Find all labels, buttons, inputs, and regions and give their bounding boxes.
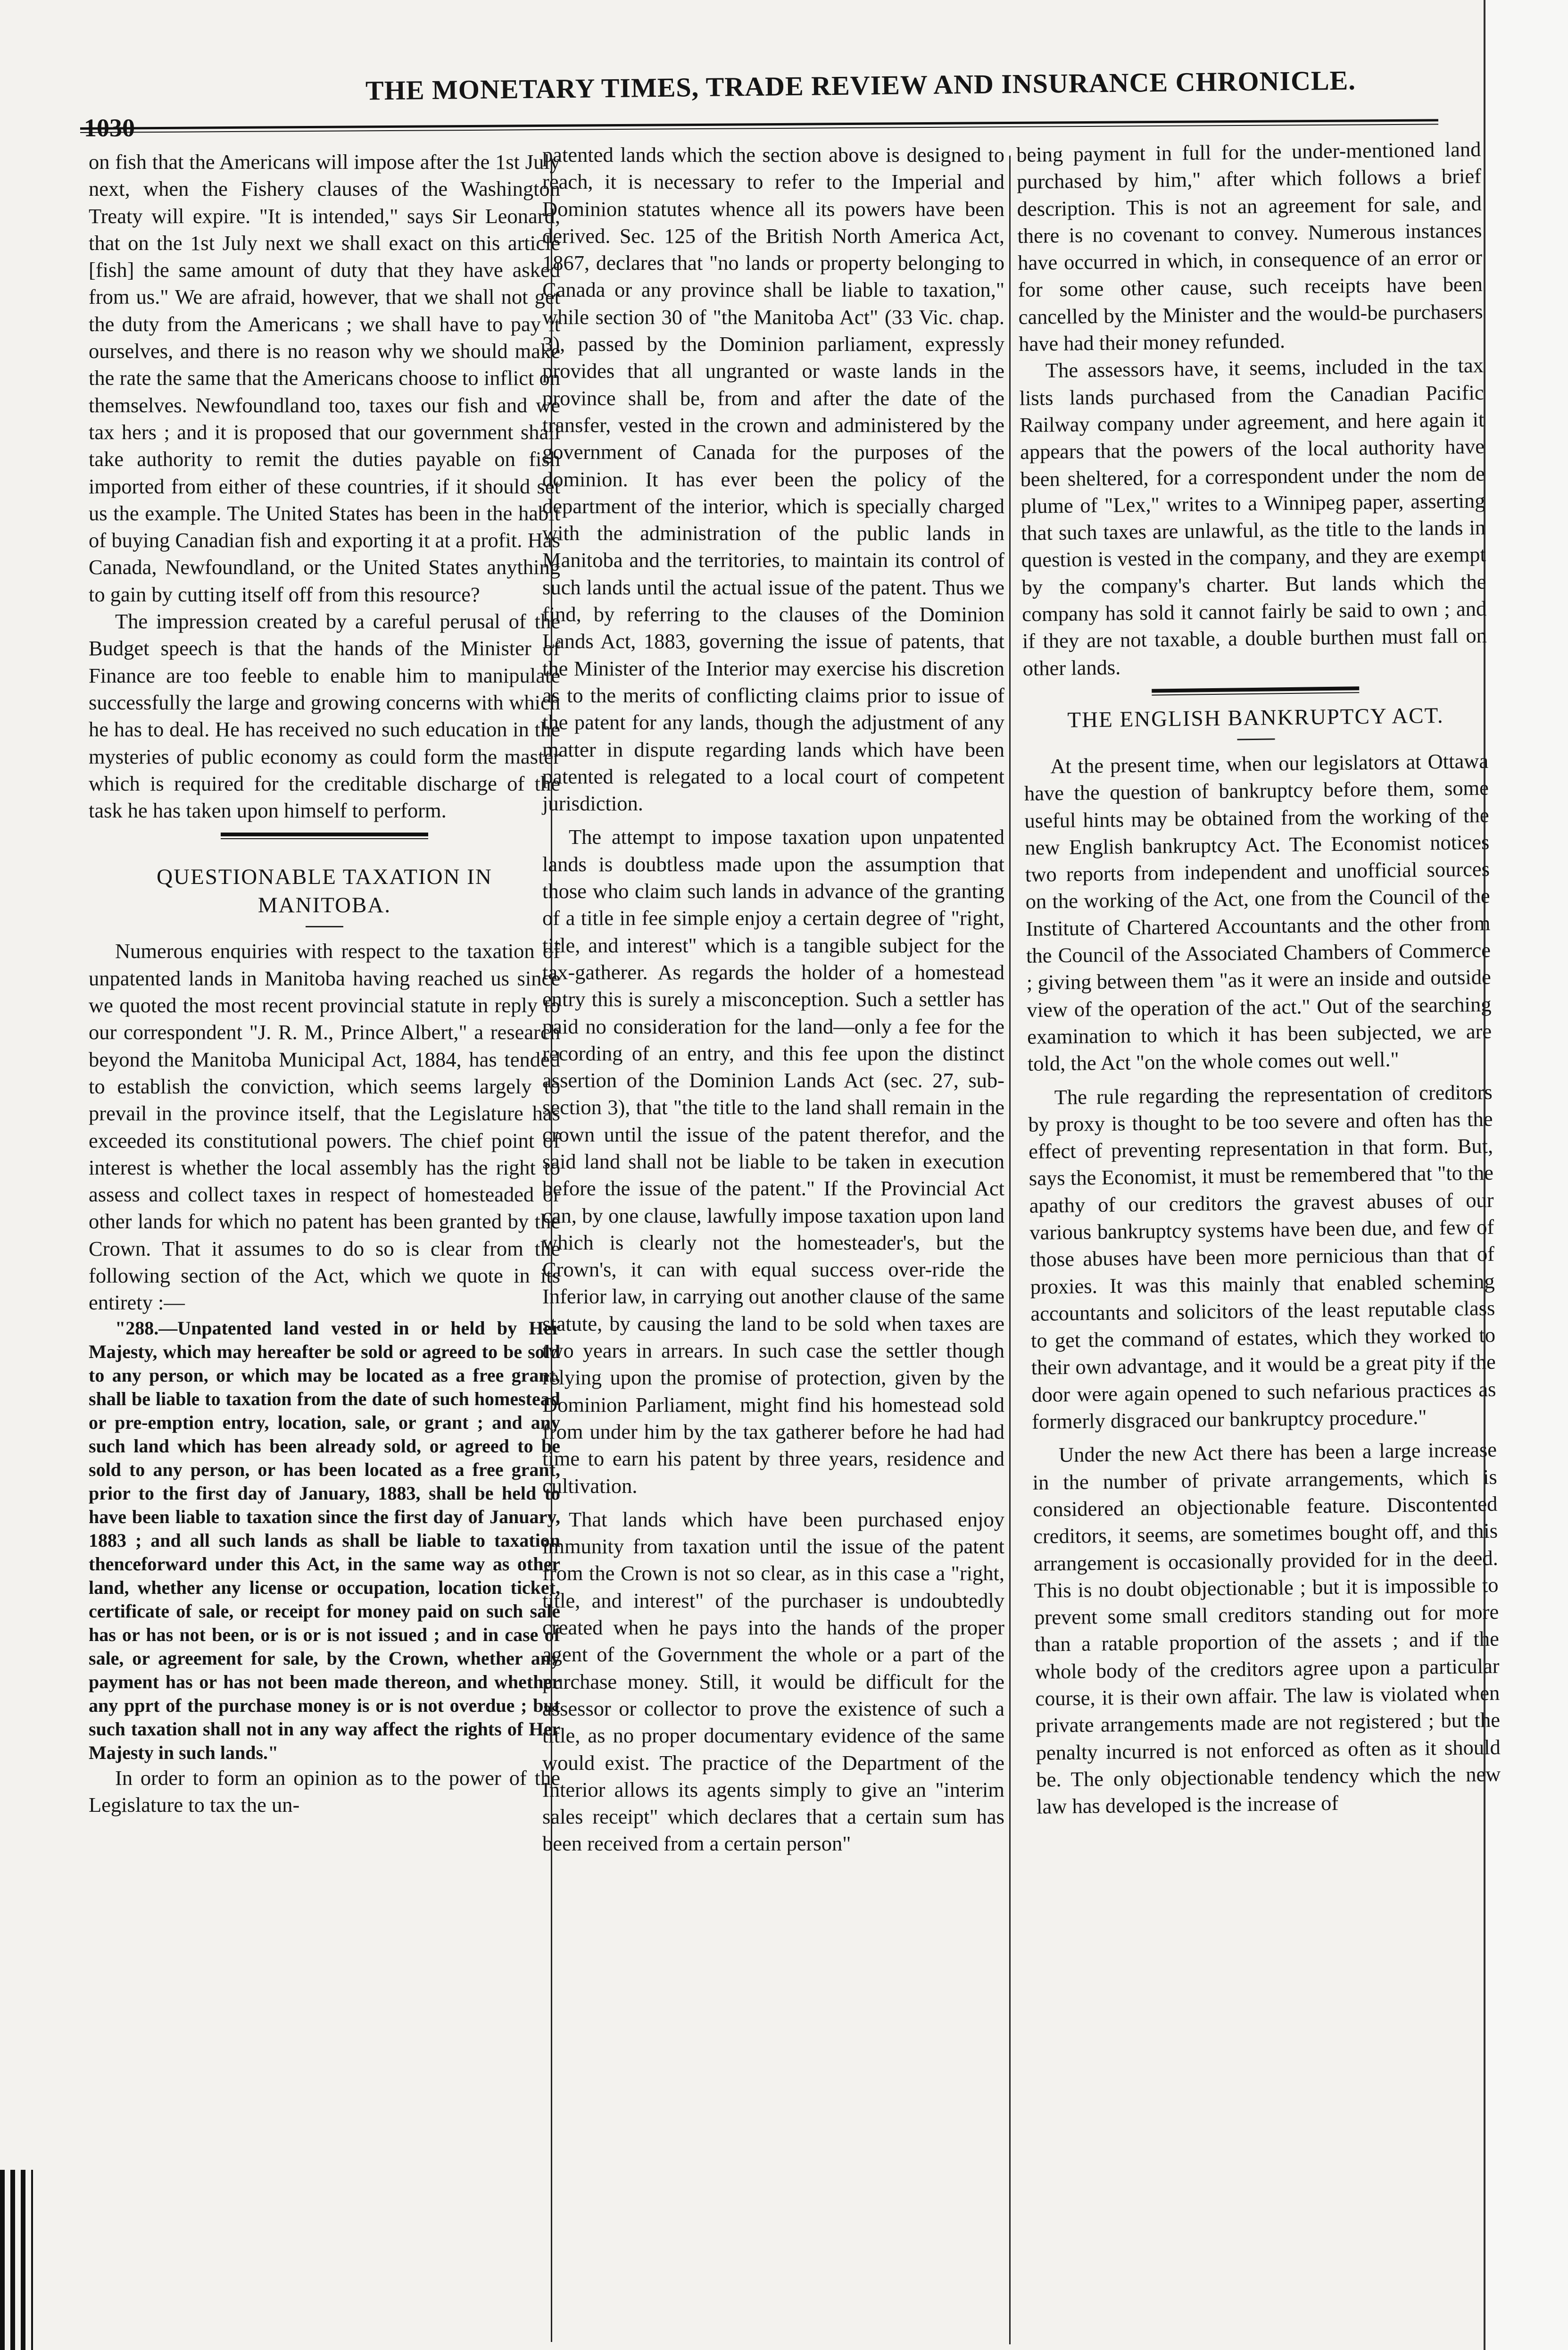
paragraph: That lands which have been purchased enjoy immunity from taxation until the issue of the patent from the Crown is not so clear, as in this case a "right, title, and interest" of the purchaser is undoubtedly created when he pays into the hands of the proper agent of the Government the whole or a part of the purchase money. Still, it would be difficult for the assessor or collector to prove the existence of such a title, as no proper documentary evidence of the same would exist. The practice of the Department of the Interior allows its agents simply to give an "interim sales receipt" which declares that a certain sum has been received from a certain person" bbox=[542, 1507, 1004, 1856]
paragraph: The impression created by a careful perusal of the Budget speech is that the hands of the Minister of Finance are too feeble to enable him to manipulate successfully the large and growing concerns with which he has to deal. He has received no such education in the mysteries of public economy as could form the master which is required for the creditable discharge of the task he has taken upon himself to perform. bbox=[89, 609, 560, 823]
paragraph: The assessors have, it seems, included in the tax lists lands purchased from the Canadian Pacific Railway company under agreement, and here again it appears that the powers of the local authority have been sheltered, for a correspondent under the nom de plume of "Lex," writes to a Winnipeg paper, asserting that such taxes are unlawful, as the title to the lands in question is vested in the company, and they are exempt by the company's charter. But lands which the company has sold it cannot fairly be said to own ; and if they are not taxable, a double burthen must fall on other lands. bbox=[1019, 353, 1487, 680]
title-underline bbox=[1237, 738, 1275, 740]
section-rule bbox=[221, 833, 428, 839]
running-head-title: THE MONETARY TIMES, TRADE REVIEW AND INSURANCE CHRONICLE. bbox=[365, 65, 1356, 106]
section-rule bbox=[1152, 686, 1359, 695]
paragraph: At the present time, when our legislators at Ottawa have the question of bankruptcy before them, some useful hints may be obtained from the working of the new English bankruptcy Act. The Economist notices two reports from independent and unofficial sources on the working of the Act, one from the Council of the Institute of Chartered Accountants and the other from the Council of the Associated Chambers of Commerce ; giving between them "as it were an inside and outside view of the operation of the act." Out of the searching examination to which it has been subjected, we are told, the Act "on the whole comes out well." bbox=[1024, 749, 1492, 1076]
paragraph: patented lands which the section above is designed to reach, it is necessary to refer to the Imperial and Dominion statutes whence all its powers have been derived. Sec. 125 of the British North America Act, 1867, declares that "no lands or property belonging to Canada or any province shall be liable to taxation," while section 30 of "the Manitoba Act" (33 Vic. chap. 3), passed by the Dominion parliament, expressly provides that all ungranted or waste lands in the province shall be, from and after the date of the transfer, vested in the crown and administered by the government of Canada for the purposes of the dominion. It has ever been the policy of the department of the interior, which is specially charged with the administration of the public lands in Manitoba and the territories, to maintain its control of such lands until the actual issue of the patent. Thus we find, by referring to the clauses of the Dominion Lands Act, 1883, governing the issue of patents, that the Minister of the Interior may exercise his discretion as to the merits of conflicting claims prior to issue of the patent for any lands, though the adjustment of any matter in dispute regarding lands which have been patented is relegated to a local court of competent jurisdiction. bbox=[542, 143, 1004, 816]
paragraph: The rule regarding the representation of creditors by proxy is thought to be too severe and often has the effect of preventing representation in that form. But, says the Economist, it must be remembered that "to the apathy of our creditors the gravest abuses of our various bankruptcy systems have been due, and few of those abuses have been more pernicious than that of proxies. It was this mainly that enabled scheming accountants and solicitors of the least reputable class to get the command of estates, which they worked to their own advantage, and it would be a great pity if the door were again opened to such nefarious practices as formerly disgraced our bankruptcy procedure." bbox=[1028, 1080, 1496, 1433]
paragraph: The attempt to impose taxation upon unpatented lands is doubtless made upon the assumption that those who claim such lands in advance of the granting of a title in fee simple enjoy a certain degree of "right, title, and interest" which is a tangible subject for the tax-gatherer. As regards the holder of a homestead entry this is surely a misconception. Such a settler has paid no consideration for the land—only a fee for the recording of an entry, and this fee upon the distinct assertion of the Dominion Lands Act (sec. 27, sub-section 3), that "the title to the land shall remain in the crown until the issue of the patent therefor, and the said land shall not be liable to be taken in execution before the issue of the patent." If the Provincial Act can, by one clause, lawfully impose taxation upon land which is clearly not the homesteader's, but the Crown's, it can with equal success over-ride the Inferior law, in carrying out another clause of the same statute, by causing the land to be sold when taxes are two years in arrears. In such case the settler though relying upon the promise of protection, given by the Dominion Parliament, might find his homestead sold from under him by the tax gatherer before he had had time to earn his patent by three years, residence and cultivation. bbox=[542, 825, 1004, 1498]
paragraph: In order to form an opinion as to the power of the Legislature to tax the un- bbox=[89, 1766, 560, 1817]
page-number: 1030 bbox=[84, 114, 135, 142]
column-1 bbox=[89, 149, 560, 1818]
statute-quote: "288.—Unpatented land vested in or held by Her Majesty, which may hereafter be sold or agreed to be sold to any person, or which may be located as a free grant, shall be liable to taxation from the date of such homestead or pre-emption entry, location, sale, or grant ; and any such land which has been already sold, or agreed to be sold to any person, or has been located as a free grant, prior to the first day of January, 1883, shall be held to have been liable to taxation since the first day of January, 1883 ; and all such lands as shall be liable to taxation thenceforward under this Act, in the same way as other land, whether any license or occupation, location ticket, certificate of sale, or receipt for money paid on such sale has or has not been, or is or is not issued ; and in case of sale, or agreement for sale, by the Crown, whether any payment has or has not been made thereon, and whether any pprt of the purchase money is or is not overdue ; but such taxation shall not in any way affect the rights of Her Majesty in such lands." bbox=[89, 1317, 560, 1763]
header-rule bbox=[80, 119, 1438, 133]
paragraph: on fish that the Americans will impose after the 1st July next, when the Fishery clauses of the Washington Treaty will expire. "It is intended," says Sir Leonard, that on the 1st July next we shall exact on this article [fish] the same amount of duty that they have asked from us." We are afraid, however, that we shall not get the duty from the Americans ; we shall have to pay it ourselves, and there is no reason why we should make the rate the same that the Americans choose to inflict on themselves. Newfoundland too, taxes our fish and we tax hers ; and it is proposed that our government shall take authority to remit the duties payable on fish imported from either of these countries, if it should set us the example. The United States has been in the habit of buying Canadian fish and exporting it at a profit. Has Canada, Newfoundland, or the United States anything to gain by cutting itself off from this resource? bbox=[89, 150, 560, 606]
title-underline bbox=[306, 926, 343, 927]
paragraph: Under the new Act there has been a large increase in the number of private arrangements, which is considered an objectionable feature. Discontented creditors, it seems, are sometimes bought off, and this arrangement is occasionally provided for in the deed. This is no doubt objectionable ; but it is impossible to prevent some small creditors standing out for more than a ratable proportion of the assets ; and if the whole body of the creditors agree upon a particular course, it is their own affair. The law is violated when private arrangements made are not registered ; but the penalty incurred is not enforced as often as it should be. The only objectionable tendency which the new law has developed is the increase of bbox=[1032, 1438, 1501, 1818]
column-divider-2 bbox=[1009, 156, 1011, 2344]
paragraph: being payment in full for the under-mentioned land purchased by him," after which follows a brief description. This is not an agreement for sale, and there is no covenant to convey. Numerous instances have occurred in which, in consequence of an error or for some other cause, such receipts have been cancelled by the Minister and the would-be purchasers have had their money refunded. bbox=[1016, 137, 1483, 356]
paragraph: Numerous enquiries with respect to the taxation of unpatented lands in Manitoba having reached us since we quoted the most recent provincial statute in reply to our correspondent "J. R. M., Prince Albert," a research beyond the Manitoba Municipal Act, 1884, has tended to establish the conviction, which seems largely to prevail in the province itself, that the Legislature has exceeded its constitutional powers. The chief point of interest is whether the local assembly has the right to assess and collect taxes in respect of homesteaded or other lands for which no patent has been granted by the Crown. That it assumes to do so is clear from the following section of the Act, which we quote in its entirety :— bbox=[89, 939, 560, 1315]
binding-edge bbox=[0, 2170, 33, 2350]
section-title: QUESTIONABLE TAXATION IN MANITOBA. bbox=[157, 865, 492, 918]
section-title: THE ENGLISH BANKRUPTCY ACT. bbox=[1067, 703, 1444, 733]
column-3 bbox=[1016, 136, 1501, 1820]
page-edge bbox=[1484, 0, 1568, 2350]
column-2 bbox=[542, 142, 1004, 1858]
